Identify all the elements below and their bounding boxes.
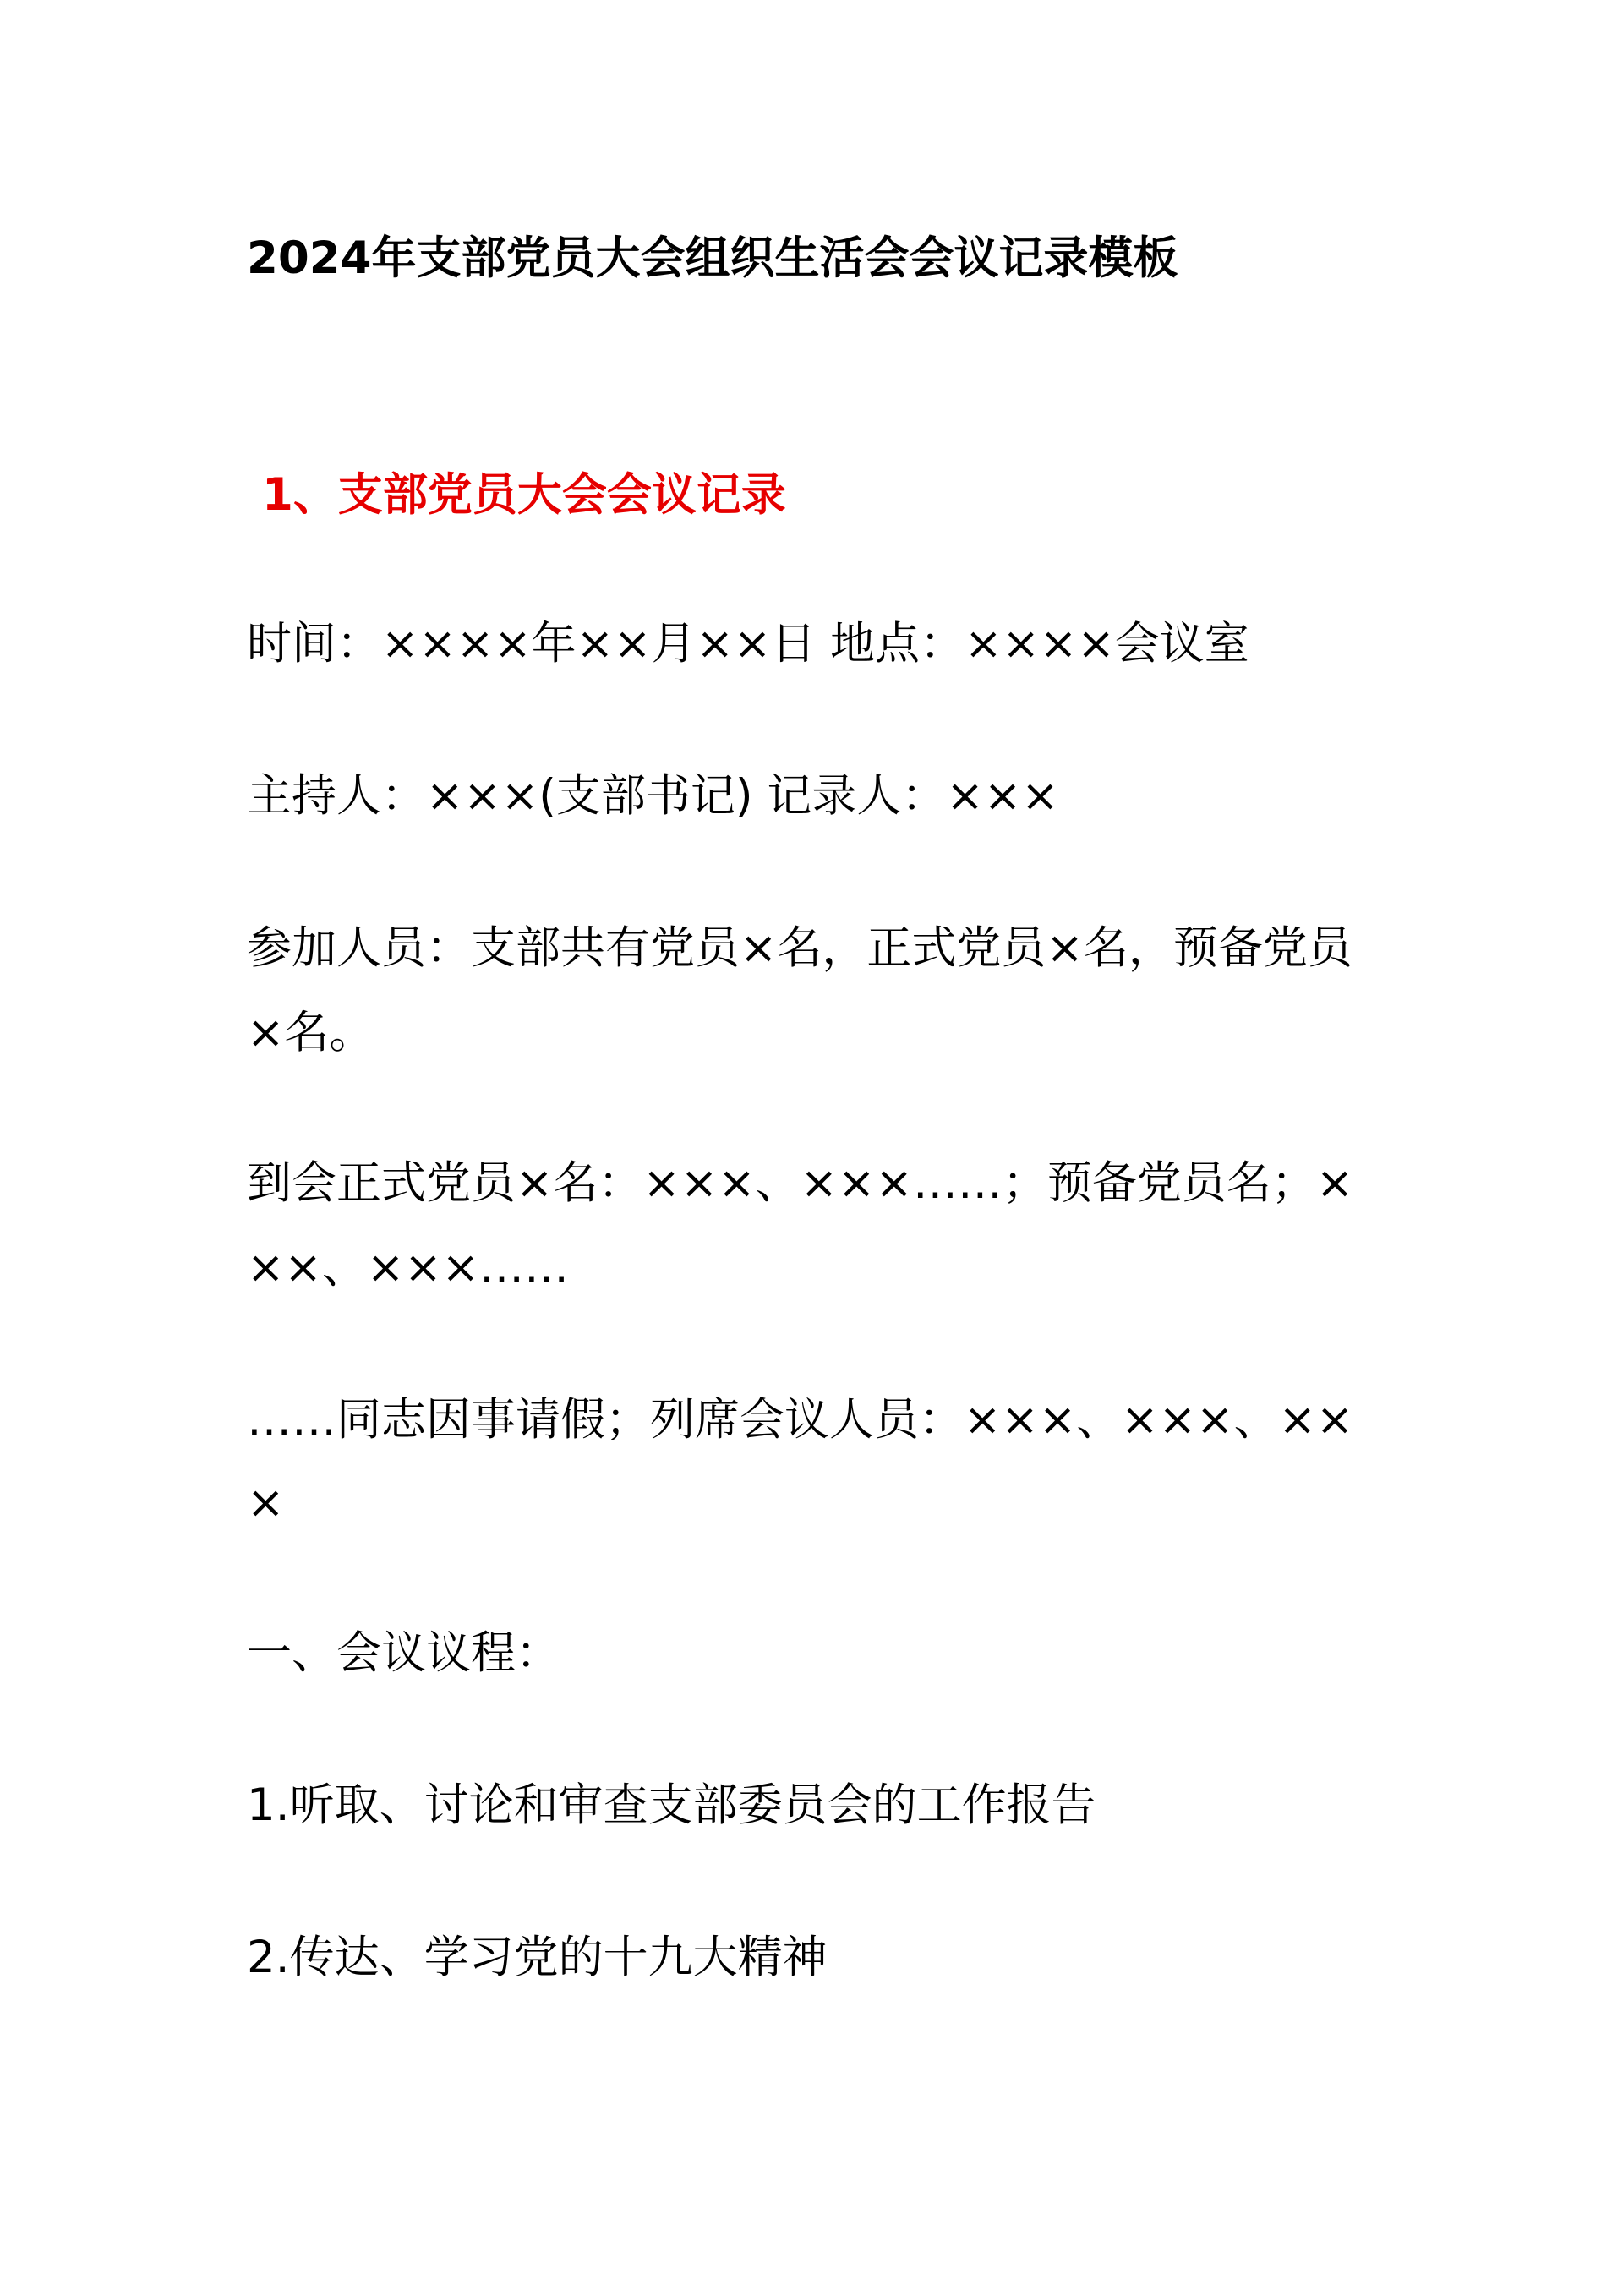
participants-line-1: 参加人员：支部共有党员×名，正式党员×名，预备党员 bbox=[247, 922, 1352, 974]
attendees-line-1: 到会正式党员×名：×××、×××……；预备党员名；× bbox=[247, 1157, 1354, 1209]
agenda-heading: 一、会议议程： bbox=[247, 1627, 560, 1679]
leave-line-2: × bbox=[247, 1477, 285, 1528]
document-title: 2024年支部党员大会组织生活会会议记录模板 bbox=[247, 232, 1178, 284]
agenda-item-1: 1.听取、讨论和审查支部委员会的工作报告 bbox=[247, 1779, 1096, 1831]
section-heading: 1、支部党员大会会议记录 bbox=[262, 469, 786, 521]
time-place-line: 时间：××××年××月××日 地点：××××会议室 bbox=[247, 618, 1249, 670]
leave-line-1: ……同志因事请假；列席会议人员：×××、×××、×× bbox=[247, 1394, 1354, 1446]
participants-line-2: ×名。 bbox=[247, 1007, 374, 1058]
agenda-item-2: 2.传达、学习党的十九大精神 bbox=[247, 1932, 828, 1983]
host-recorder-line: 主持人：×××(支部书记) 记录人：××× bbox=[247, 770, 1059, 822]
attendees-line-2: ××、×××…… bbox=[247, 1242, 570, 1293]
